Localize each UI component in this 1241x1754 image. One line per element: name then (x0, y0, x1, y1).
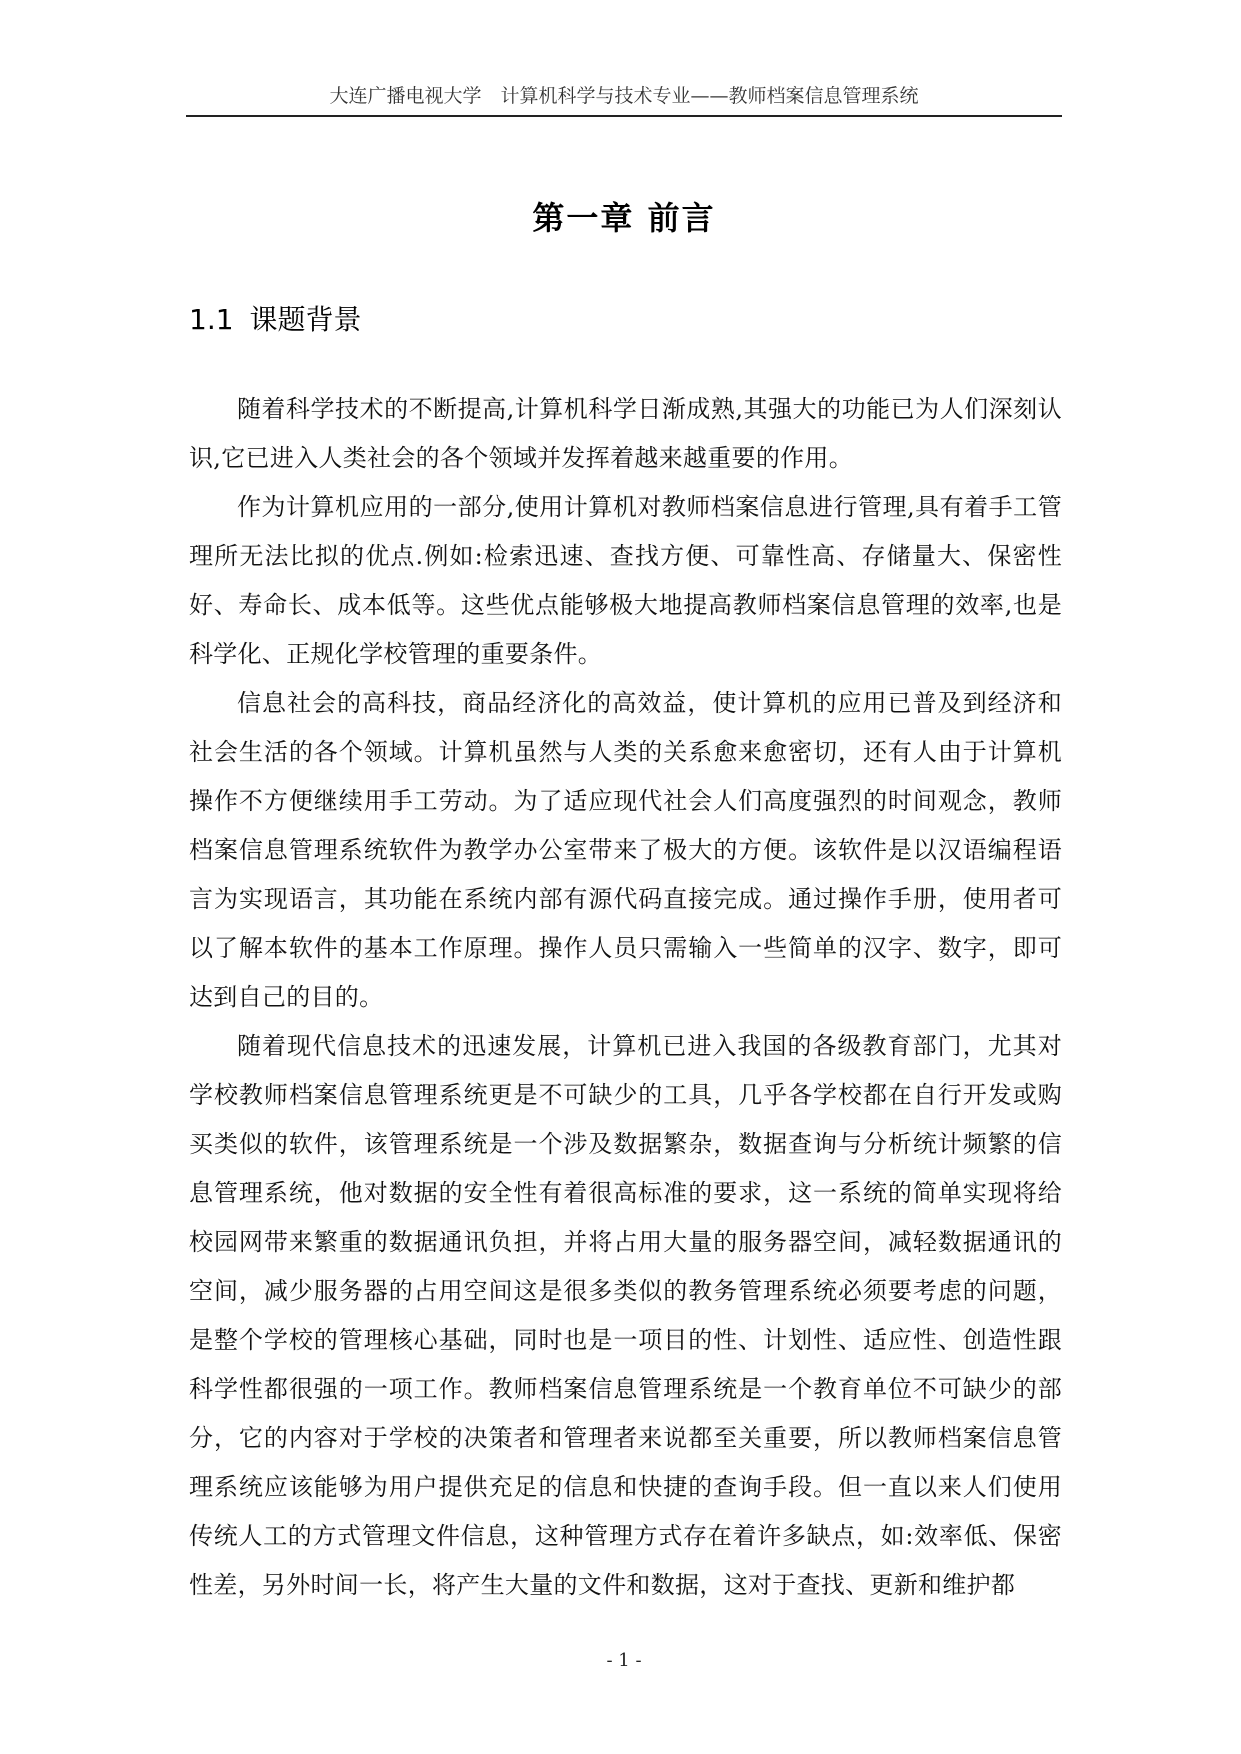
page-number: - 1 - (606, 1650, 642, 1671)
paragraph: 随着现代信息技术的迅速发展，计算机已进入我国的各级教育部门，尤其对学校教师档案信息管理系统更是不可缺少的工具，几乎各学校都在自行开发或购买类似的软件，该管理系统是一个涉及数据繁杂，数据查询与分析统计频繁的信息管理系统，他对数据的安全性有着很高标准的要求，这一系统的简单实现将给校园网带来繁重的数据通讯负担，并将占用大量的服务器空间，减轻数据通讯的空间，减少服务器的占用空间这是很多类似的教务管理系统必须要考虑的问题，是整个学校的管理核心基础，同时也是一项目的性、计划性、适应性、创造性跟科学性都很强的一项工作。教师档案信息管理系统是一个教育单位不可缺少的部分，它的内容对于学校的决策者和管理者来说都至关重要，所以教师档案信息管理系统应该能够为用户提供充足的信息和快捷的查询手段。但一直以来人们使用传统人工的方式管理文件信息，这种管理方式存在着许多缺点，如:效率低、保密性差，另外时间一长，将产生大量的文件和数据，这对于查找、更新和维护都 (189, 1032, 1062, 1599)
section-heading (189, 300, 362, 340)
header-rule (186, 115, 1062, 117)
paragraph: 作为计算机应用的一部分,使用计算机对教师档案信息进行管理,具有着手工管理所无法比拟的优点.例如:检索迅速、查找方便、可靠性高、存储量大、保密性好、寿命长、成本低等。这些优点能够极大地提高教师档案信息管理的效率,也是科学化、正规化学校管理的重要条件。 (189, 493, 1062, 668)
paragraph: 信息社会的高科技，商品经济化的高效益，使计算机的应用已普及到经济和社会生活的各个领域。计算机虽然与人类的关系愈来愈密切，还有人由于计算机操作不方便继续用手工劳动。为了适应现代社会人们高度强烈的时间观念，教师档案信息管理系统软件为教学办公室带来了极大的方便。该软件是以汉语编程语言为实现语言，其功能在系统内部有源代码直接完成。通过操作手册，使用者可以了解本软件的基本工作原理。操作人员只需输入一些简单的汉字、数字，即可达到自己的目的。 (189, 689, 1062, 1011)
section-number: 1.1 (189, 303, 234, 336)
section-title: 课题背景 (249, 303, 362, 336)
running-header: 大连广播电视大学 计算机科学与技术专业——教师档案信息管理系统 (329, 85, 919, 107)
paragraph: 随着科学技术的不断提高,计算机科学日渐成熟,其强大的功能已为人们深刻认识,它已进入人类社会的各个领域并发挥着越来越重要的作用。 (189, 395, 1062, 472)
body-text (189, 385, 1062, 1610)
chapter-title: 第一章 前言 (532, 199, 716, 237)
